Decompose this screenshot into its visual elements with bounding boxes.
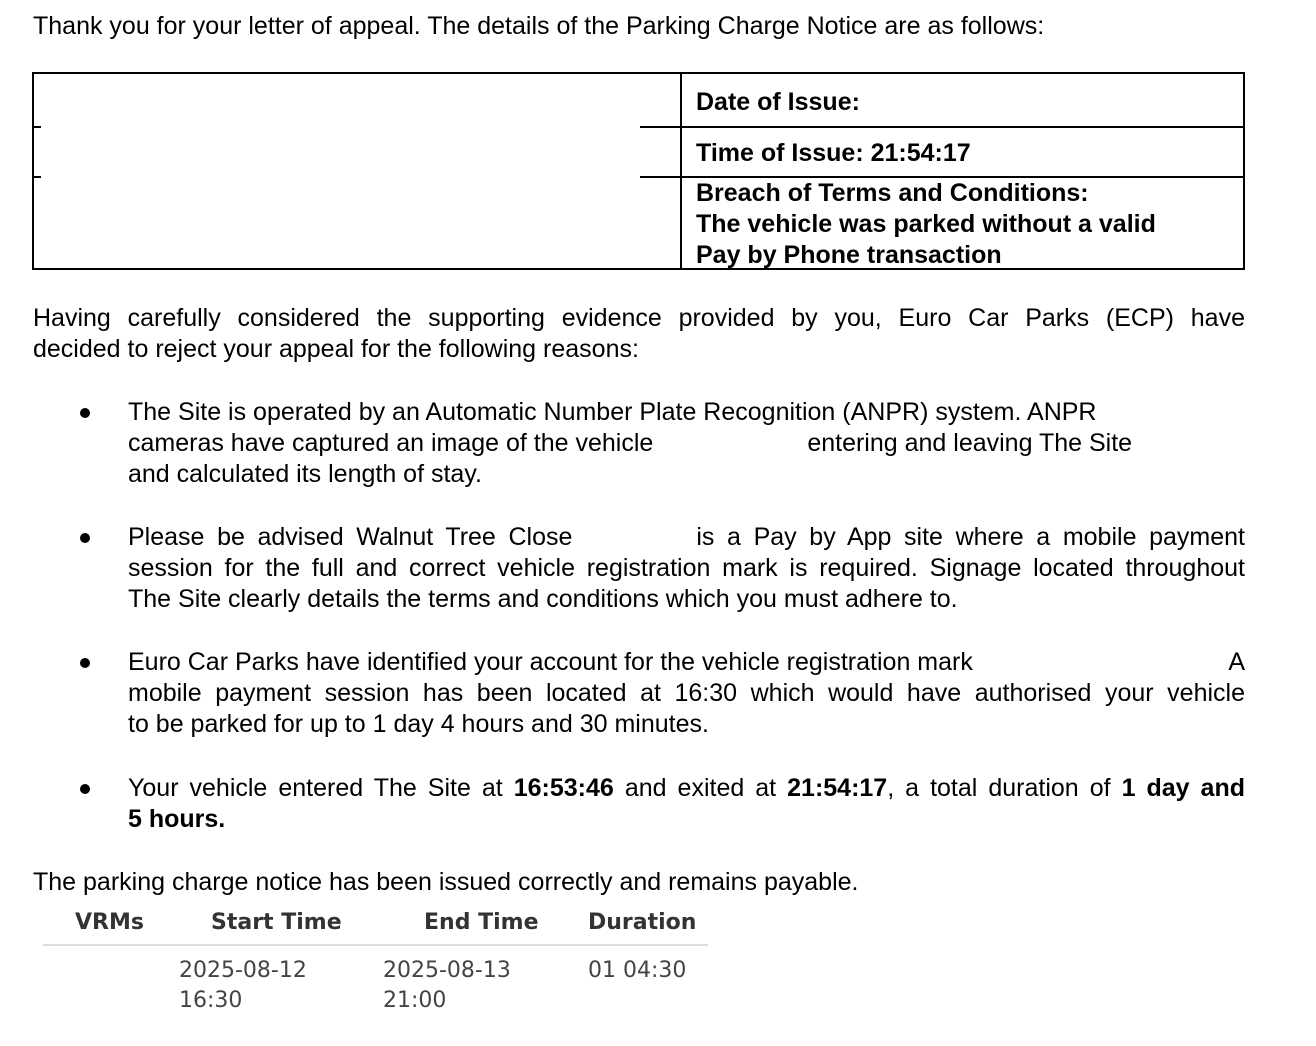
reason-payment-session — [128, 647, 1245, 740]
reason-line: The Site clearly details the terms and conditions which you must adhere to. — [128, 585, 958, 613]
start-time-cell: 16:30 — [179, 988, 243, 1013]
reason-text: Euro Car Parks have identified your account for the vehicle registration mark — [128, 648, 973, 676]
reason-text: and exited at — [624, 774, 777, 802]
end-date-cell: 2025-08-13 — [383, 958, 511, 983]
reason-text: , a total duration of — [887, 774, 1111, 802]
time-of-issue: Time of Issue: 21:54:17 — [696, 139, 971, 167]
notice-row-stub — [640, 176, 680, 178]
reason-line — [128, 522, 1245, 553]
notice-row-stub — [34, 126, 41, 128]
notice-details-box — [32, 72, 1245, 270]
bullet-marker — [80, 533, 90, 543]
bullet-marker — [80, 408, 90, 418]
entry-time: 16:53:46 — [513, 774, 614, 802]
decision-paragraph — [33, 303, 1245, 365]
reason-anpr — [128, 397, 1245, 490]
reason-line: session for the full and correct vehicle registration mark is required. Signage located throughout — [128, 554, 1245, 582]
reason-line — [128, 804, 1245, 835]
column-header-vrms: VRMs — [75, 910, 144, 935]
payment-session-table — [43, 906, 708, 1016]
column-header-start-time: Start Time — [211, 910, 342, 935]
total-duration: 5 hours. — [128, 805, 226, 833]
reason-duration — [128, 773, 1245, 835]
decision-line: decided to reject your appeal for the following reasons: — [33, 335, 639, 363]
reason-text: entering and leaving The Site — [807, 429, 1133, 457]
end-time-cell: 21:00 — [383, 988, 447, 1013]
column-header-end-time: End Time — [424, 910, 539, 935]
total-duration: 1 day and — [1121, 774, 1246, 802]
table-header — [43, 906, 708, 946]
notice-column-divider — [680, 74, 682, 268]
reason-pay-by-app — [128, 522, 1245, 615]
reason-line — [128, 773, 1245, 804]
notice-row-divider — [680, 126, 1243, 128]
exit-time: 21:54:17 — [787, 774, 888, 802]
reason-text: A — [1228, 648, 1245, 676]
reason-line: and calculated its length of stay. — [128, 460, 482, 488]
reason-line: to be parked for up to 1 day 4 hours and 30 minutes. — [128, 710, 709, 738]
duration-cell: 01 04:30 — [588, 958, 687, 983]
closing-paragraph — [33, 867, 1245, 898]
date-of-issue: Date of Issue: — [696, 88, 860, 116]
breach-detail-line: The vehicle was parked without a valid — [696, 210, 1156, 238]
reason-text: Please be advised Walnut Tree Close — [128, 523, 573, 551]
start-date-cell: 2025-08-12 — [179, 958, 307, 983]
reason-text: cameras have captured an image of the vehicle — [128, 429, 654, 457]
decision-line: Having carefully considered the supporting evidence provided by you, Euro Car Parks (ECP) have — [33, 304, 1245, 332]
notice-row-stub — [640, 126, 680, 128]
reason-text: is a Pay by App site where a mobile payment — [696, 523, 1245, 551]
bullet-marker — [80, 658, 90, 668]
notice-row-stub — [34, 176, 41, 178]
reason-line — [128, 428, 1245, 459]
reason-line — [128, 647, 1245, 678]
reason-line: The Site is operated by an Automatic Number Plate Recognition (ANPR) system. ANPR — [128, 398, 1097, 426]
reason-text: Your vehicle entered The Site at — [128, 774, 503, 802]
column-header-duration: Duration — [588, 910, 697, 935]
breach-detail-line: Pay by Phone transaction — [696, 241, 1002, 269]
breach-title: Breach of Terms and Conditions: — [696, 179, 1089, 207]
bullet-marker — [80, 784, 90, 794]
table-row — [43, 946, 708, 1016]
reason-line: mobile payment session has been located at 16:30 which would have authorised your vehicle — [128, 679, 1245, 707]
intro-text: Thank you for your letter of appeal. The details of the Parking Charge Notice are as follows: — [33, 12, 1045, 40]
closing-line: The parking charge notice has been issued correctly and remains payable. — [33, 868, 859, 896]
